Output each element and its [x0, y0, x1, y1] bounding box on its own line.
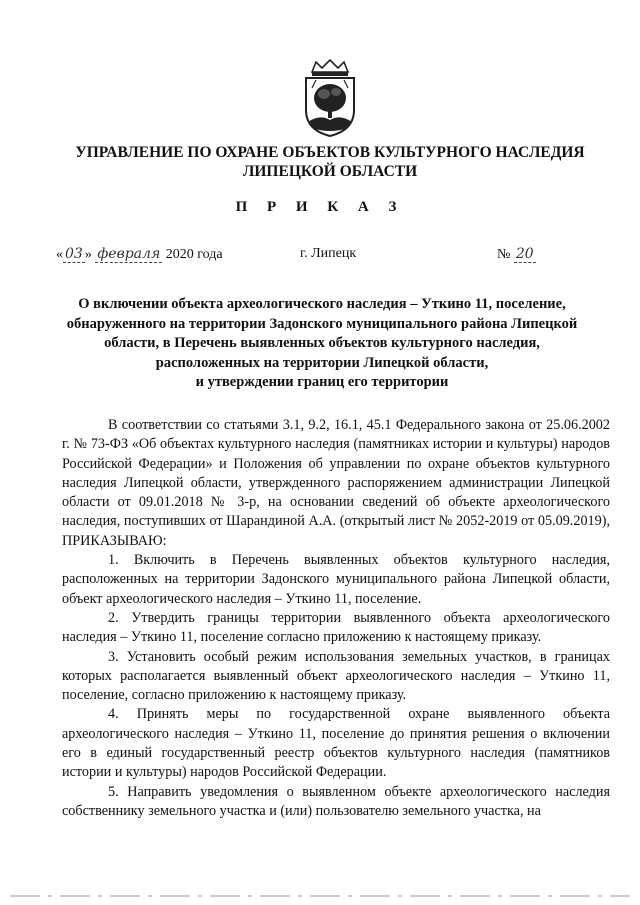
order-body	[62, 416, 610, 821]
coat-of-arms-emblem	[298, 58, 362, 138]
document-date	[56, 246, 223, 263]
subject-line-1: О включении объекта археологического наследия – Уткино 11, поселение,	[78, 296, 566, 312]
date-close-quote: »	[84, 247, 92, 262]
order-item-3: 3. Установить особый режим использования земельных участков, в границах которых располагается выявленный объект археологического наследия – Уткино 11, поселение, согласно приложению к настоящему приказу.	[62, 648, 610, 704]
date-year: 2020 года	[165, 247, 223, 262]
order-subject	[48, 295, 596, 393]
organization-name	[40, 143, 620, 181]
order-item-5: 5. Направить уведомления о выявленном объекте археологического наследия собственнику земельного участка и (или) пользователю земельного участка, на	[62, 783, 610, 819]
order-item-1: 1. Включить в Перечень выявленных объектов культурного наследия, расположенных на территории Задонского муниципального района Липецкой области, объект археологического наследия – Уткино 11, поселение.	[62, 552, 610, 607]
subject-line-2: обнаруженного на территории Задонского муниципального района Липецкой	[66, 315, 578, 332]
document-city: г. Липецк	[300, 246, 357, 261]
document-number	[497, 246, 536, 263]
number-label: №	[497, 247, 511, 262]
order-item-2: 2. Утвердить границы территории выявленного объекта археологического наследия – Уткино 11, поселение согласно приложению к настоящему приказу.	[62, 609, 610, 646]
preamble-paragraph: В соответствии со статьями 3.1, 9.2, 16.1, 45.1 Федерального закона от 25.06.2002 г. № 73-ФЗ «Об объектах культурного наследия (памятниках истории и культуры) народов Российской Федерации» и Положения об управлении по охране объектов культурного наследия Липецкой области, утвержденного распоряжением администрации Липецкой области от 09.01.2018 № 3-р, на основании сведений об объекте археологического наследия, поступивших от Шарандиной А.А. (открытый лист № 2052-2019 от 05.09.2019), ПРИКАЗЫВАЮ:	[62, 417, 610, 549]
subject-line-4: расположенных на территории Липецкой области,	[155, 354, 489, 371]
date-day: 03	[65, 246, 83, 262]
date-open-quote: «	[56, 247, 63, 262]
number-value: 20	[515, 246, 534, 262]
subject-line-5: и утверждении границ его территории	[195, 374, 449, 390]
date-line	[0, 246, 640, 268]
scan-artifact-line	[0, 892, 640, 900]
organization-line-1: УПРАВЛЕНИЕ ПО ОХРАНЕ ОБЪЕКТОВ КУЛЬТУРНОГО НАСЛЕДИЯ	[75, 144, 585, 161]
order-item-4: 4. Принять меры по государственной охране выявленного объекта археологического наследия – Уткино 11, поселение до принятия решения о включении его в единый государственный реестр объектов культурного наследия (памятников истории и культуры) народов Российской Федерации.	[62, 706, 610, 781]
subject-line-3: области, в Перечень выявленных объектов культурного наследия,	[104, 335, 540, 351]
organization-line-2: ЛИПЕЦКОЙ ОБЛАСТИ	[242, 163, 418, 180]
document-type-title: П Р И К А З	[235, 199, 405, 215]
date-month: февраля	[97, 246, 161, 262]
